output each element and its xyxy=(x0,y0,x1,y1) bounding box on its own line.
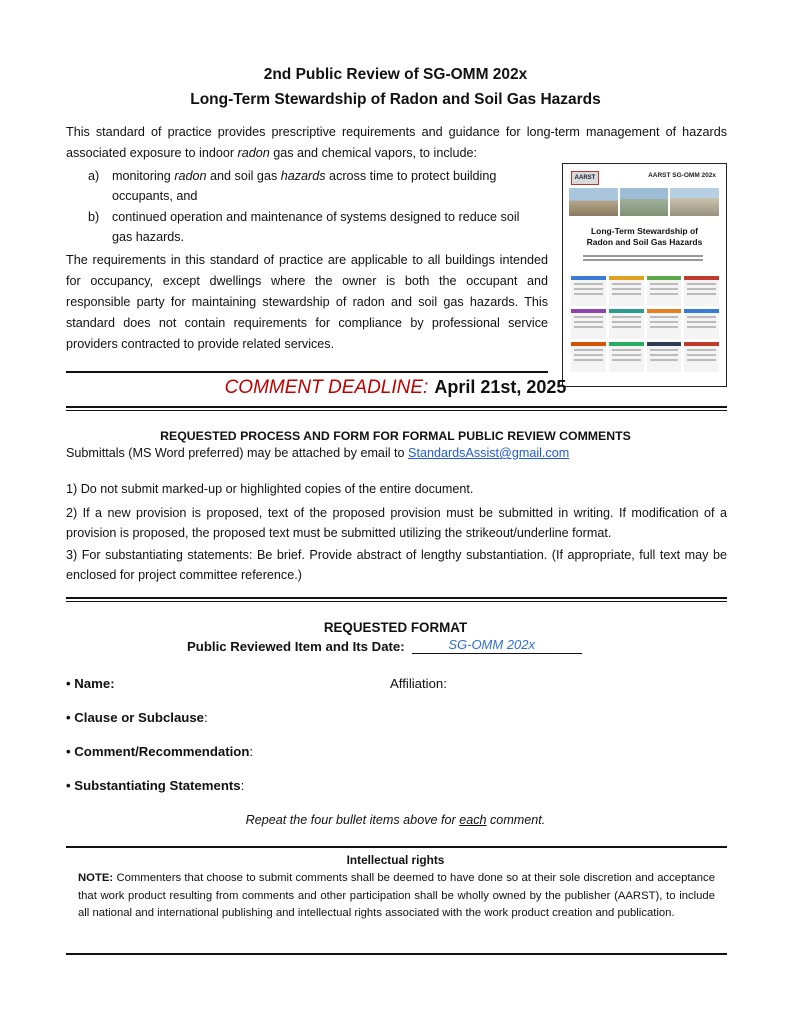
document-title: 2nd Public Review of SG-OMM 202x xyxy=(263,66,528,83)
rights-note: NOTE: Commenters that choose to submit comments shall be deemed to have done so at their sole discretion and acceptance that work product resulting from comments and other participation shall be wholly owned by the publisher (AARST), to include all national and international publishing and intellectual rights associated with the work product creation and publication. xyxy=(78,872,715,919)
affiliation-label: Affiliation: xyxy=(390,676,447,691)
cover-calendar-month xyxy=(647,342,682,372)
standard-cover-image xyxy=(562,163,727,387)
substantiating-bullet: • Substantiating Statements: xyxy=(66,778,245,793)
clause-bullet: • Clause or Subclause: xyxy=(66,710,208,725)
divider xyxy=(66,597,727,599)
divider xyxy=(66,846,727,848)
cover-calendar-month xyxy=(647,309,682,339)
submittals-text: Submittals (MS Word preferred) may be attached by email to StandardsAssist@gmail.com xyxy=(66,446,570,460)
document-subtitle: Long-Term Stewardship of Radon and Soil Gas Hazards xyxy=(190,91,601,108)
reviewed-item-value: SG-OMM 202x xyxy=(448,637,536,652)
cover-title: Long-Term Stewardship of Radon and Soil Gas Hazards xyxy=(586,226,703,247)
cover-code: AARST SG-OMM 202x xyxy=(648,172,716,179)
list-item-b xyxy=(88,207,538,247)
cover-calendar-month xyxy=(609,276,644,306)
aarst-logo: AARST xyxy=(571,171,599,185)
cover-calendar-month xyxy=(571,276,606,306)
comment-deadline xyxy=(0,377,791,399)
process-rule-1: 1) Do not submit marked-up or highlighted copies of the entire document. xyxy=(66,482,474,496)
cover-calendar-month xyxy=(647,276,682,306)
intro-paragraph: This standard of practice provides prescriptive requirements and guidance for long-term management of hazards associated exposure to indoor radon gas and chemical vapors, to include: xyxy=(66,125,727,160)
divider xyxy=(66,371,548,373)
divider xyxy=(66,953,727,955)
cover-calendar-month xyxy=(609,309,644,339)
divider xyxy=(66,406,727,408)
repeat-instruction: Repeat the four bullet items above for each comment. xyxy=(245,813,546,827)
list-marker: b) xyxy=(88,210,100,224)
divider xyxy=(66,410,727,411)
cover-calendar-month xyxy=(571,342,606,372)
cover-calendar-month xyxy=(684,342,719,372)
cover-calendar-month xyxy=(684,309,719,339)
cover-photos xyxy=(569,188,719,216)
list-item-text: continued operation and maintenance of systems designed to reduce soil gas hazards. xyxy=(112,210,520,244)
cover-calendar-grid xyxy=(571,276,719,372)
reviewed-item-field xyxy=(412,637,582,654)
cover-calendar-month xyxy=(571,309,606,339)
process-rule-2: 2) If a new provision is proposed, text of the proposed provision must be submitted in writing. If modification of a provision is proposed, the proposed text must be submitted utilizing the strikeout/underline format. xyxy=(66,506,727,540)
deadline-date: April 21st, 2025 xyxy=(434,377,567,397)
deadline-label: COMMENT DEADLINE: xyxy=(224,377,429,398)
format-heading: REQUESTED FORMAT xyxy=(323,620,468,635)
divider xyxy=(66,601,727,602)
cover-subtitle-lines xyxy=(583,255,703,264)
process-rule-3: 3) For substantiating statements: Be brief. Provide abstract of lengthy substantiation. (If appropriate, full text may be enclosed for project committee reference.) xyxy=(66,548,727,582)
process-heading: REQUESTED PROCESS AND FORM FOR FORMAL PUBLIC REVIEW COMMENTS xyxy=(160,429,631,443)
cover-calendar-month xyxy=(609,342,644,372)
cover-calendar-month xyxy=(684,276,719,306)
name-bullet: • Name: xyxy=(66,676,115,691)
list-marker: a) xyxy=(88,169,100,183)
rights-heading: Intellectual rights xyxy=(346,853,445,867)
list-item-text: monitoring radon and soil gas hazards across time to protect building occupants, and xyxy=(112,169,497,203)
reviewed-item-line: Public Reviewed Item and Its Date: SG-OMM 202x xyxy=(187,637,582,654)
email-link[interactable]: StandardsAssist@gmail.com xyxy=(408,446,570,460)
comment-bullet: • Comment/Recommendation: xyxy=(66,744,254,759)
list-item-a xyxy=(88,166,538,206)
requirements-paragraph: The requirements in this standard of practice are applicable to all buildings intended for occupancy, except dwellings where the owner is both the occupant and responsible party for maintaining stewardship of radon and soil gas hazards. This standard does not contain requirements for compliance by professional service providers contracted to provide related services. xyxy=(66,253,548,351)
